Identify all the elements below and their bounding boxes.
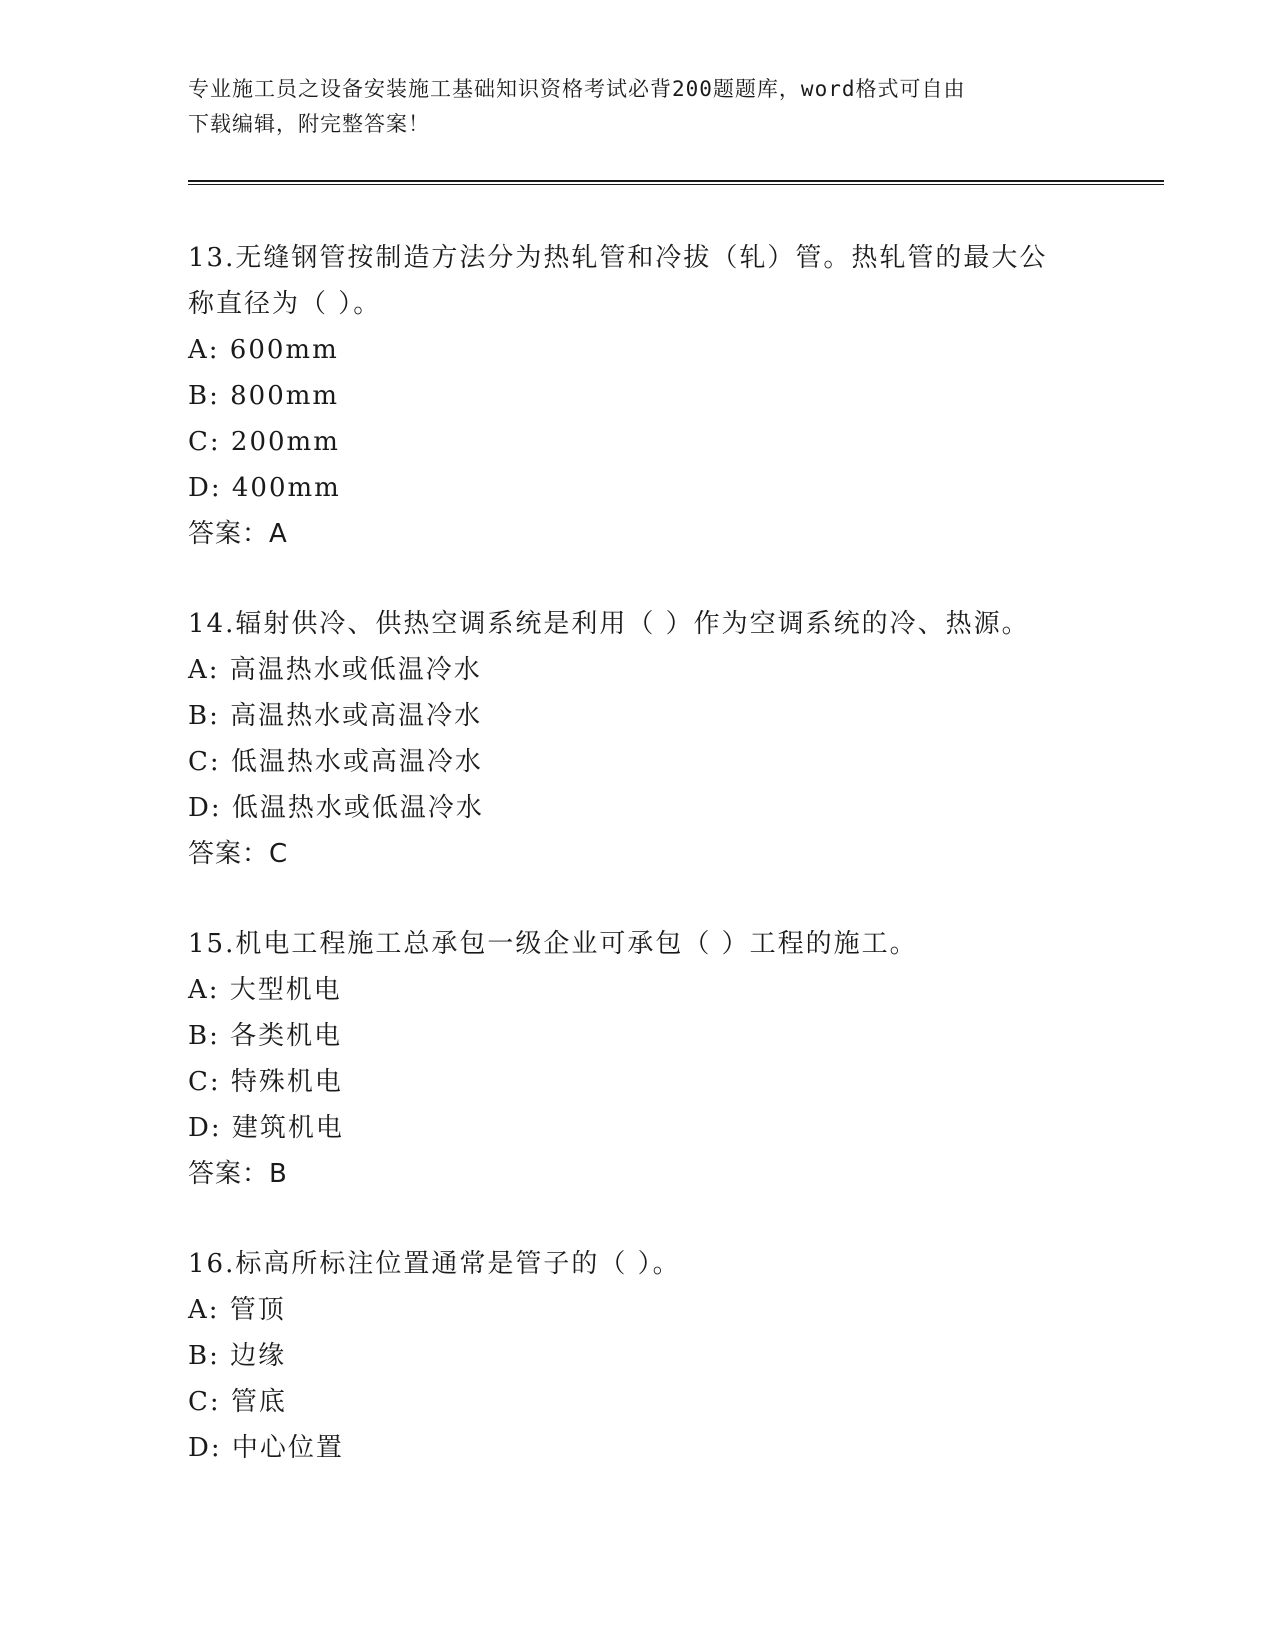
header-divider-thick xyxy=(188,180,1164,182)
option-b: B: 边缘 xyxy=(188,1341,287,1371)
option-a: A: 600mm xyxy=(188,335,339,365)
option-b: B: 高温热水或高温冷水 xyxy=(188,701,483,731)
option-c: C: 管底 xyxy=(188,1387,287,1417)
header-title-line-1: 专业施工员之设备安装施工基础知识资格考试必背200题题库，word格式可自由 xyxy=(188,77,966,101)
option-b: B: 800mm xyxy=(188,381,340,411)
answer-line: 答案：A xyxy=(188,519,288,549)
answer-line: 答案：C xyxy=(188,839,289,869)
document-header xyxy=(188,72,1088,142)
question-stem-line-1: 16.标高所标注位置通常是管子的（ ）。 xyxy=(188,1249,681,1279)
option-c: C: 200mm xyxy=(188,427,340,457)
option-c: C: 特殊机电 xyxy=(188,1067,343,1097)
question-list xyxy=(188,235,1088,1515)
option-a: A: 高温热水或低温冷水 xyxy=(188,655,482,685)
option-d: D: 中心位置 xyxy=(188,1433,344,1463)
header-title-line-2: 下载编辑，附完整答案！ xyxy=(188,112,430,136)
question-15 xyxy=(188,921,1088,1197)
question-16 xyxy=(188,1241,1088,1471)
question-stem-line-1: 15.机电工程施工总承包一级企业可承包（ ）工程的施工。 xyxy=(188,929,918,959)
question-stem-line-1: 14.辐射供冷、供热空调系统是利用（ ）作为空调系统的冷、热源。 xyxy=(188,609,1030,639)
option-a: A: 大型机电 xyxy=(188,975,342,1005)
answer-line: 答案：B xyxy=(188,1159,288,1189)
option-d: D: 低温热水或低温冷水 xyxy=(188,793,484,823)
option-c: C: 低温热水或高温冷水 xyxy=(188,747,483,777)
option-d: D: 400mm xyxy=(188,473,341,503)
option-b: B: 各类机电 xyxy=(188,1021,343,1051)
option-a: A: 管顶 xyxy=(188,1295,286,1325)
question-14 xyxy=(188,601,1088,877)
question-stem-line-1: 13.无缝钢管按制造方法分为热轧管和冷拔（轧）管。热轧管的最大公 xyxy=(188,243,1048,273)
question-stem-line-2: 称直径为（ ）。 xyxy=(188,289,382,319)
header-divider-thin xyxy=(188,184,1164,185)
option-d: D: 建筑机电 xyxy=(188,1113,344,1143)
question-13 xyxy=(188,235,1088,557)
